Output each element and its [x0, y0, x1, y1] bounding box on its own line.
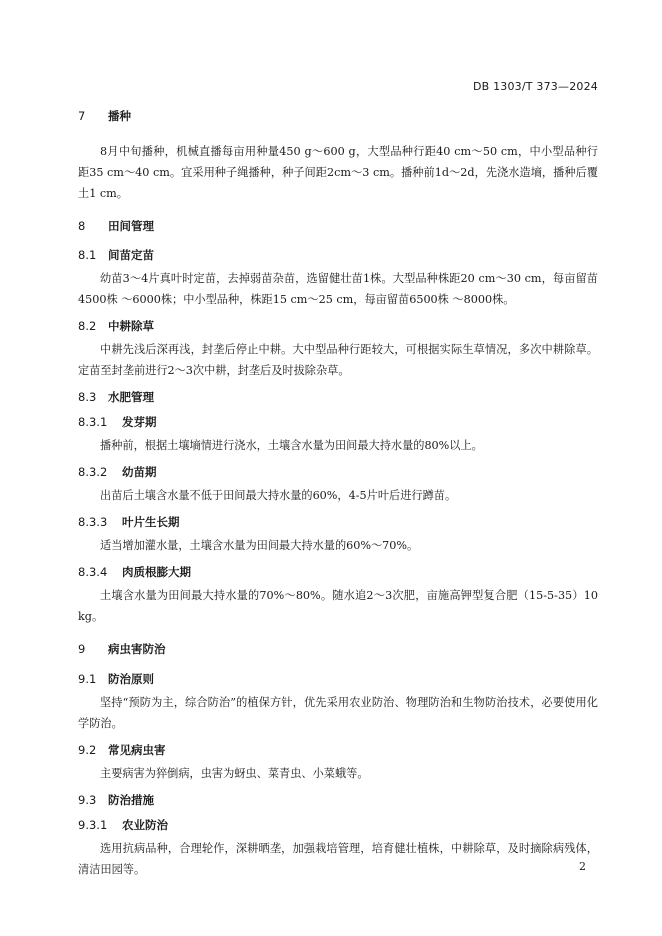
subsubsection-heading	[78, 464, 598, 480]
subsection-heading	[78, 247, 598, 263]
section-title: 常见病虫害	[108, 743, 166, 757]
section-number: 8.1	[78, 248, 97, 262]
section-number: 8	[78, 219, 86, 233]
paragraph: 坚持“预防为主，综合防治”的植保方针，优先采用农业防治、物理防治和生物防治技术，必要使用化学防治。	[78, 696, 598, 730]
section-heading	[78, 641, 598, 657]
section-title: 中耕除草	[108, 319, 154, 333]
page-number: 2	[579, 860, 586, 873]
paragraph: 幼苗3～4片真叶时定苗，去掉弱苗杂苗，选留健壮苗1株。大型品种株距20 cm～30 cm，每亩留苗4500株 ～6000株；中小型品种，株距15 cm～25 cm，每亩留苗6500株 ～8000株。	[78, 272, 598, 306]
section-title: 幼苗期	[122, 465, 157, 479]
section-number: 8.3.3	[78, 515, 108, 529]
subsubsection-heading	[78, 414, 598, 430]
subsubsection-heading	[78, 564, 598, 580]
section-number: 9.1	[78, 672, 97, 686]
paragraph: 中耕先浅后深再浅，封垄后停止中耕。大中型品种行距较大，可根据实际生草情况，多次中耕除草。定苗至封垄前进行2～3次中耕，封垄后及时拔除杂草。	[78, 343, 598, 377]
subsection-heading	[78, 742, 598, 758]
section-number: 8.3.1	[78, 415, 108, 429]
section-title: 防治措施	[108, 793, 154, 807]
document-code: DB 1303/T 373—2024	[472, 80, 598, 93]
subsubsection-heading	[78, 514, 598, 530]
section-number: 8.2	[78, 319, 97, 333]
paragraph: 主要病害为猝倒病，虫害为蚜虫、菜青虫、小菜蛾等。	[100, 767, 369, 780]
section-title: 肉质根膨大期	[122, 565, 191, 579]
section-number: 9	[78, 642, 86, 656]
section-number: 9.2	[78, 743, 97, 757]
section-number: 8.3.2	[78, 465, 108, 479]
section-heading	[78, 108, 598, 124]
section-title: 播种	[108, 109, 131, 123]
subsection-heading	[78, 389, 598, 405]
section-title: 田间管理	[108, 219, 154, 233]
section-title: 发芽期	[122, 415, 157, 429]
section-title: 农业防治	[122, 818, 168, 832]
paragraph: 播种前，根据土壤墒情进行浇水，土壤含水量为田间最大持水量的80%以上。	[100, 439, 483, 452]
paragraph: 出苗后土壤含水量不低于田间最大持水量的60%，4-5片叶后进行蹲苗。	[100, 489, 457, 502]
document-body	[78, 108, 598, 880]
section-number: 9.3.1	[78, 818, 108, 832]
section-title: 防治原则	[108, 672, 154, 686]
paragraph: 土壤含水量为田间最大持水量的70%～80%。随水追2～3次肥，亩施高钾型复合肥（15-5-35）10 kg。	[78, 589, 598, 623]
section-title: 水肥管理	[108, 390, 154, 404]
subsection-heading	[78, 318, 598, 334]
section-number: 8.3	[78, 390, 97, 404]
section-number: 9.3	[78, 793, 97, 807]
section-title: 叶片生长期	[122, 515, 180, 529]
subsubsection-heading	[78, 817, 598, 833]
paragraph: 8月中旬播种，机械直播每亩用种量450 g～600 g，大型品种行距40 cm～50 cm，中小型品种行距35 cm～40 cm。宜采用种子绳播种，种子间距2cm～3 cm。播种前1d～2d，先浇水造墒，播种后覆土1 cm。	[78, 145, 598, 200]
subsection-heading	[78, 792, 598, 808]
section-heading	[78, 218, 598, 234]
paragraph: 适当增加灌水量，土壤含水量为田间最大持水量的60%～70%。	[100, 539, 419, 552]
subsection-heading	[78, 671, 598, 687]
paragraph: 选用抗病品种，合理轮作，深耕晒垄，加强栽培管理，培育健壮植株，中耕除草，及时摘除病残体，清洁田园等。	[78, 842, 598, 876]
section-title: 病虫害防治	[108, 642, 166, 656]
section-number: 7	[78, 109, 86, 123]
section-title: 间苗定苗	[108, 248, 154, 262]
section-number: 8.3.4	[78, 565, 108, 579]
